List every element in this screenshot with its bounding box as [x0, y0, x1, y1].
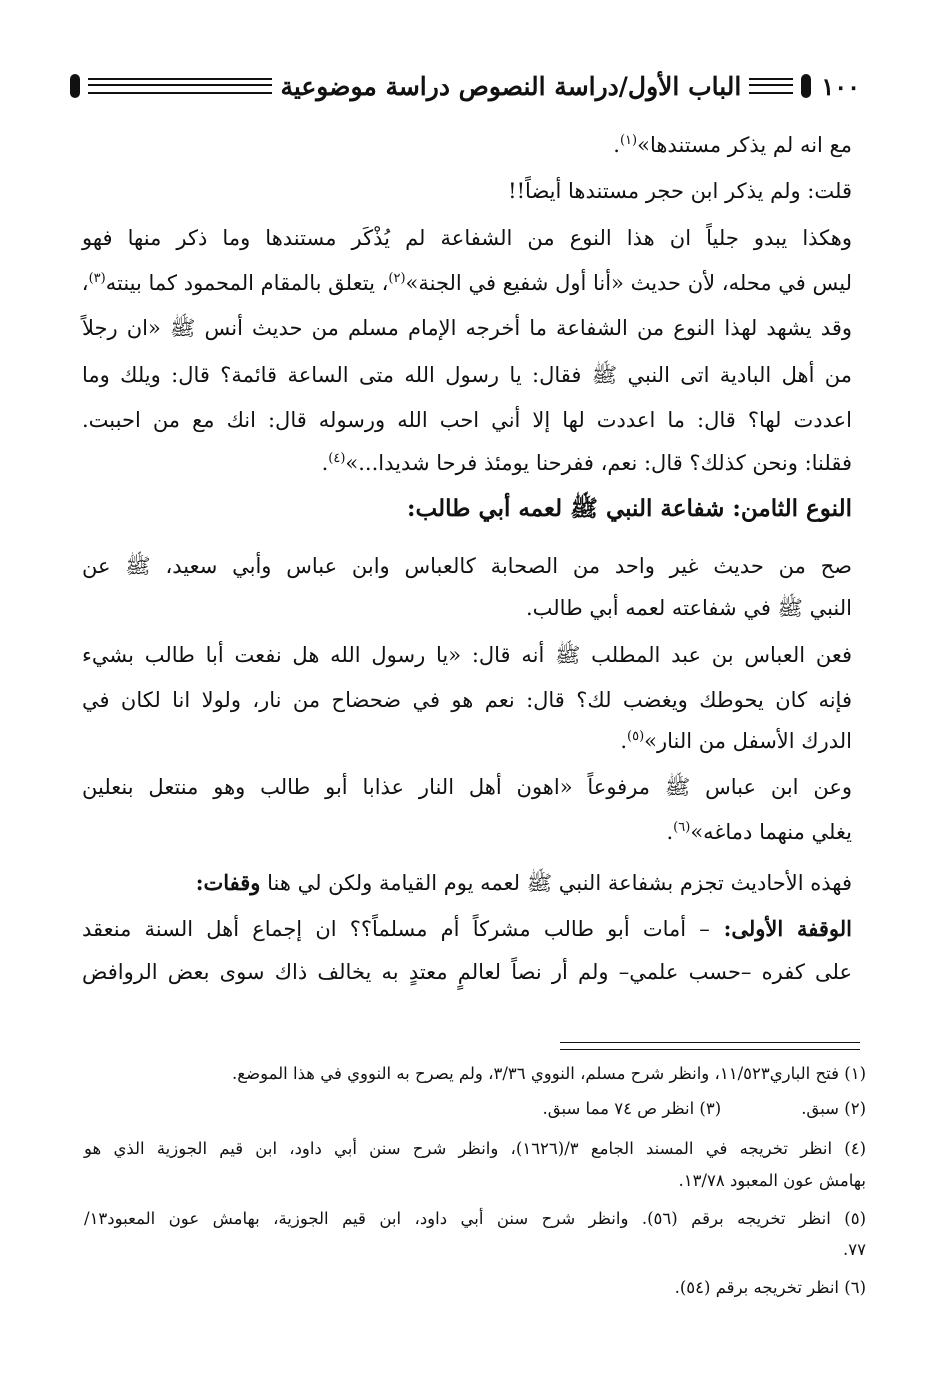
section-heading: النوع الثامن: شفاعة النبي ﷺ لعمه أبي طالب:: [407, 495, 852, 522]
footnote-ref: (٥): [627, 729, 645, 744]
text-line: فقلنا: ونحن كذلك؟ قال: نعم، ففرحنا يومئذ فرحا شديدا...»$^{(٤)}$.: [321, 451, 852, 475]
footnote-separator: [560, 1049, 860, 1050]
footnote: بهامش عون المعبود ١٣/٧٨.: [678, 1171, 866, 1190]
bold-term: وقفات:: [195, 870, 261, 895]
footnote: ٧٧.: [843, 1240, 866, 1259]
page-number: ١٠٠: [821, 71, 860, 101]
header-rule-right: [749, 78, 793, 94]
header-ornament-right: [801, 74, 811, 98]
footnote: (٤) انظر تخريجه في المسند الجامع ٣/(١٦٢٦)، وانظر شرح سنن أبي داود، ابن قيم الجوزية الذي هو: [84, 1139, 866, 1158]
running-header: [70, 64, 860, 108]
text-line: الدرك الأسفل من النار»$^{(٥)}$.: [620, 729, 852, 753]
text-line: صح من حديث غير واحد من الصحابة كالعباس وابن عباس وأبي سعيد، ﷺ عن: [82, 554, 852, 578]
footnote: (٦) انظر تخريجه برقم (٥٤).: [674, 1278, 866, 1297]
text-line: مع انه لم يذكر مستندها»$^{(١)}$.: [613, 133, 852, 157]
text-line: من أهل البادية اتى النبي ﷺ فقال: يا رسول الله متى الساعة قائمة؟ قال: ويلك وما: [82, 363, 852, 387]
footnote-ref: (١): [619, 133, 638, 148]
text-line: ليس في محله، لأن حديث «أنا أول شفيع في الجنة»$^{(٢)}$، يتعلق بالمقام المحمود كما بينته$^{(٣)}$،: [81, 271, 852, 295]
text-line: الوقفة الأولى: – أمات أبو طالب مشركاً أم مسلماً؟؟ ان إجماع أهل السنة منعقد: [82, 916, 852, 941]
chapter-title: الباب الأول/دراسة النصوص دراسة موضوعية: [280, 71, 742, 101]
header-rule-left: [88, 78, 272, 94]
footnote: (١) فتح الباري١١/٥٢٣، وانظر شرح مسلم، النووي ٣/٣٦، ولم يصرح به النووي في هذا الموضع.: [232, 1064, 866, 1083]
text-line: فإنه كان يحوطك ويغضب لك؟ قال: نعم هو في ضحضاح من نار، ولولا انا لكان في: [82, 688, 852, 712]
footnote-separator: [560, 1042, 860, 1043]
text-line: وهكذا يبدو جلياً ان هذا النوع من الشفاعة لم يُذْكَر مستندها وما ذكر منها فهو: [82, 226, 852, 250]
footnote-ref: (٢): [388, 271, 406, 286]
footnote-ref: (٣): [88, 271, 106, 286]
text-line: فعن العباس بن عبد المطلب ﷺ أنه قال: «يا رسول الله هل نفعت أبا طالب بشيء: [82, 643, 852, 667]
text-line: النبي ﷺ في شفاعته لعمه أبي طالب.: [525, 596, 852, 620]
header-ornament-left: [70, 74, 80, 98]
bold-term: الوقفة الأولى:: [709, 916, 852, 941]
text-line: على كفره –حسب علمي– ولم أر نصاً لعالمٍ معتدٍ به يخالف ذاك سوى بعض الروافض: [82, 960, 852, 984]
footnote-ref: (٦): [673, 820, 691, 835]
text-line: وقد يشهد لهذا النوع من الشفاعة ما أخرجه الإمام مسلم من حديث أنس ﷺ «ان رجلاً: [82, 316, 852, 340]
text-line: فهذه الأحاديث تجزم بشفاعة النبي ﷺ لعمه يوم القيامة ولكن لي هنا وقفات:: [195, 870, 852, 895]
footnote: (٥) انظر تخريجه برقم (٥٦). وانظر شرح سنن أبي داود، ابن قيم الجوزية، بهامش عون المعبود١٣/: [84, 1209, 866, 1228]
footnote: (٢) سبق.(٣) انظر ص ٧٤ مما سبق.: [542, 1099, 866, 1118]
text-line: وعن ابن عباس ﷺ مرفوعاً «اهون أهل النار عذابا أبو طالب وهو منتعل بنعلين: [82, 775, 852, 799]
text-line: اعددت لها؟ قال: ما اعددت لها إلا أني احب الله ورسوله قال: انك مع من احببت.: [82, 408, 852, 432]
footnote-ref: (٤): [328, 451, 346, 466]
text-line: يغلي منهما دماغه»$^{(٦)}$.: [666, 820, 852, 844]
text-line: قلت: ولم يذكر ابن حجر مستندها أيضاً!!: [508, 179, 852, 203]
